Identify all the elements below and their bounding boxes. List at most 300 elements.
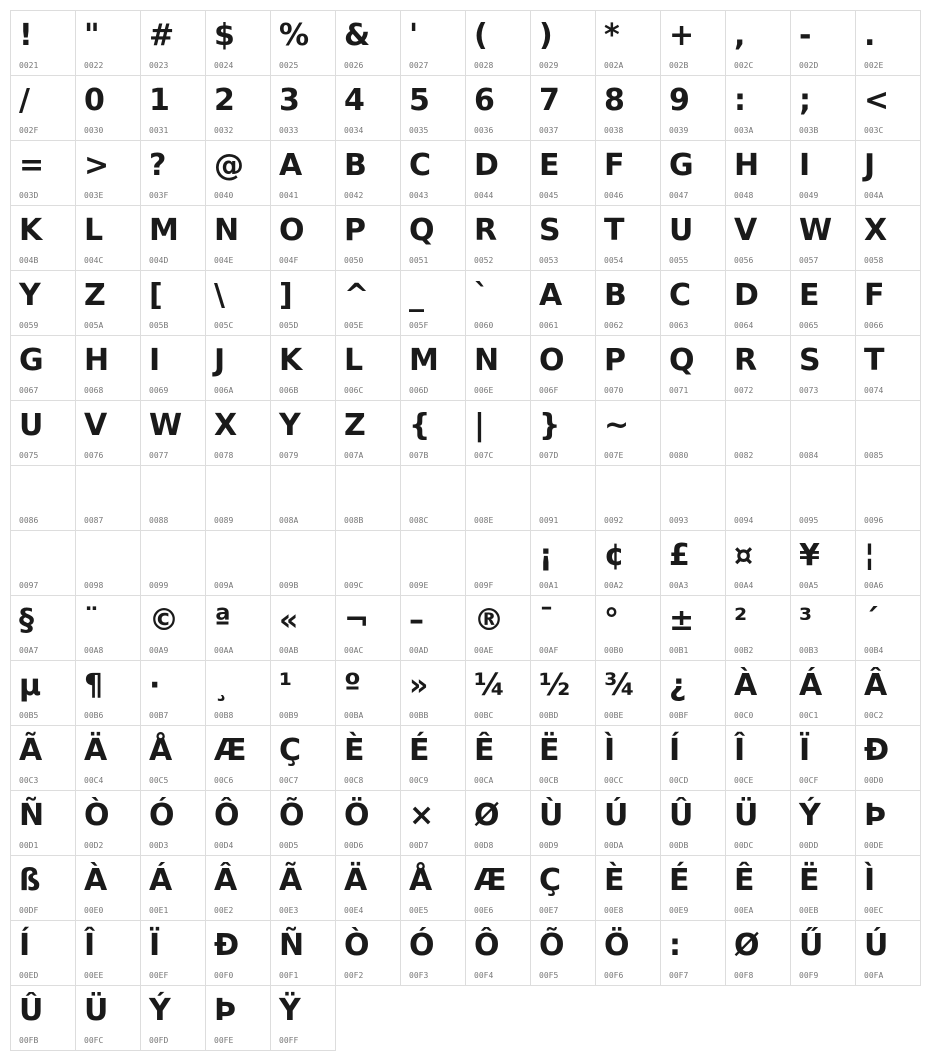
glyph-char: Ð: [214, 928, 240, 963]
glyph-cell: [335, 595, 401, 661]
glyph-cell: [205, 140, 271, 206]
glyph-char: `: [474, 278, 489, 313]
glyph-char: È: [344, 733, 365, 768]
glyph-code: 0026: [344, 61, 364, 70]
glyph-cell: [270, 140, 336, 206]
glyph-char: Ü: [734, 798, 759, 833]
glyph-code: 004D: [149, 256, 169, 265]
glyph-char: V: [84, 408, 108, 443]
glyph-code: 003C: [864, 126, 884, 135]
glyph-cell: [205, 465, 271, 531]
glyph-cell: [270, 660, 336, 726]
glyph-char: ~: [604, 408, 630, 443]
glyph-cell: [855, 400, 921, 466]
glyph-char: N: [214, 213, 240, 248]
glyph-code: 0074: [864, 386, 884, 395]
glyph-code: 00C9: [409, 776, 429, 785]
glyph-cell: [790, 530, 856, 596]
glyph-code: 002C: [734, 61, 754, 70]
glyph-char: Ù: [539, 798, 564, 833]
glyph-code: 00DD: [799, 841, 819, 850]
glyph-cell: [335, 270, 401, 336]
glyph-char: Ñ: [279, 928, 305, 963]
glyph-code: 0027: [409, 61, 429, 70]
glyph-code: 003F: [149, 191, 169, 200]
glyph-char: K: [279, 343, 303, 378]
glyph-code: 0068: [84, 386, 104, 395]
glyph-code: 0060: [474, 321, 494, 330]
glyph-cell: [725, 465, 791, 531]
glyph-cell: [855, 140, 921, 206]
glyph-cell: [335, 530, 401, 596]
glyph-cell: [205, 400, 271, 466]
glyph-char: Ã: [19, 733, 43, 768]
glyph-char: I: [799, 148, 811, 183]
glyph-code: 0087: [84, 516, 104, 525]
glyph-cell: [140, 985, 206, 1051]
glyph-cell: [530, 400, 596, 466]
glyph-char: }: [539, 408, 561, 443]
glyph-cell: [205, 920, 271, 986]
glyph-code: 00C8: [344, 776, 364, 785]
glyph-code: 00D5: [279, 841, 299, 850]
glyph-char: §: [19, 603, 34, 638]
glyph-code: 0023: [149, 61, 169, 70]
glyph-code: 00CD: [669, 776, 689, 785]
glyph-cell: [595, 465, 661, 531]
glyph-code: 00D1: [19, 841, 39, 850]
glyph-cell: [10, 725, 76, 791]
glyph-char: Ò: [344, 928, 370, 963]
glyph-code: 0052: [474, 256, 494, 265]
glyph-char: J: [864, 148, 876, 183]
glyph-char: À: [734, 668, 758, 703]
glyph-cell: [790, 855, 856, 921]
glyph-char: O: [539, 343, 565, 378]
glyph-code: 00F1: [279, 971, 299, 980]
glyph-cell: [270, 75, 336, 141]
glyph-cell: [75, 660, 141, 726]
glyph-char: ´: [864, 603, 879, 638]
glyph-char: I: [149, 343, 161, 378]
glyph-code: 00B2: [734, 646, 754, 655]
glyph-code: 00C7: [279, 776, 299, 785]
glyph-code: 0073: [799, 386, 819, 395]
glyph-char: C: [669, 278, 692, 313]
glyph-cell: [530, 595, 596, 661]
glyph-cell: [660, 920, 726, 986]
glyph-cell: [595, 400, 661, 466]
glyph-cell: [595, 595, 661, 661]
glyph-cell: [270, 595, 336, 661]
glyph-cell: [205, 660, 271, 726]
glyph-char: Ö: [344, 798, 370, 833]
glyph-char: O: [279, 213, 305, 248]
glyph-code: 0065: [799, 321, 819, 330]
glyph-code: 0076: [84, 451, 104, 460]
glyph-cell: [465, 400, 531, 466]
glyph-char: À: [84, 863, 108, 898]
glyph-char: Ì: [864, 863, 876, 898]
glyph-char: G: [19, 343, 44, 378]
glyph-code: 0045: [539, 191, 559, 200]
glyph-cell: [465, 140, 531, 206]
glyph-code: 007A: [344, 451, 364, 460]
glyph-code: 005C: [214, 321, 234, 330]
glyph-code: 009A: [214, 581, 234, 590]
glyph-cell: [660, 75, 726, 141]
glyph-char: Ú: [864, 928, 889, 963]
glyph-code: 004C: [84, 256, 104, 265]
glyph-char: Ý: [149, 993, 171, 1028]
glyph-code: 00D2: [84, 841, 104, 850]
glyph-char: M: [409, 343, 439, 378]
glyph-cell: [400, 400, 466, 466]
glyph-char: D: [734, 278, 759, 313]
glyph-code: 00AD: [409, 646, 429, 655]
glyph-char: S: [799, 343, 821, 378]
glyph-char: T: [864, 343, 885, 378]
glyph-code: 0038: [604, 126, 624, 135]
glyph-char: £: [669, 538, 690, 573]
glyph-code: 008C: [409, 516, 429, 525]
glyph-char: Ã: [279, 863, 303, 898]
glyph-char: F: [864, 278, 885, 313]
glyph-code: 005D: [279, 321, 299, 330]
glyph-char: *: [604, 18, 620, 53]
glyph-code: 002A: [604, 61, 624, 70]
glyph-char: µ: [19, 668, 42, 703]
glyph-char: ¼: [474, 668, 506, 703]
glyph-code: 00A7: [19, 646, 39, 655]
glyph-char: 4: [344, 83, 365, 118]
glyph-code: 00E1: [149, 906, 169, 915]
glyph-code: 00E6: [474, 906, 494, 915]
glyph-cell: [10, 790, 76, 856]
glyph-char: 8: [604, 83, 625, 118]
glyph-cell: [10, 75, 76, 141]
glyph-code: 0036: [474, 126, 494, 135]
glyph-code: 0059: [19, 321, 39, 330]
glyph-cell: [400, 725, 466, 791]
glyph-char: |: [474, 408, 485, 443]
glyph-cell: [205, 985, 271, 1051]
glyph-cell: [140, 595, 206, 661]
glyph-code: 00DA: [604, 841, 624, 850]
glyph-cell: [140, 75, 206, 141]
glyph-code: 0043: [409, 191, 429, 200]
glyph-code: 00CE: [734, 776, 754, 785]
glyph-cell: [335, 465, 401, 531]
glyph-code: 005A: [84, 321, 104, 330]
glyph-code: 0078: [214, 451, 234, 460]
glyph-cell: [660, 140, 726, 206]
glyph-code: 0042: [344, 191, 364, 200]
glyph-char: Ð: [864, 733, 890, 768]
glyph-cell: [75, 10, 141, 76]
glyph-code: 003B: [799, 126, 819, 135]
glyph-code: 006E: [474, 386, 494, 395]
glyph-cell: [335, 920, 401, 986]
glyph-code: 007D: [539, 451, 559, 460]
glyph-code: 0022: [84, 61, 104, 70]
glyph-cell: [790, 595, 856, 661]
glyph-code: 00C4: [84, 776, 104, 785]
glyph-code: 008E: [474, 516, 494, 525]
glyph-cell: [465, 660, 531, 726]
glyph-cell: [140, 660, 206, 726]
glyph-char: ¿: [669, 668, 687, 703]
glyph-cell: [140, 270, 206, 336]
glyph-cell: [335, 335, 401, 401]
glyph-char: =: [19, 148, 45, 183]
glyph-code: 0055: [669, 256, 689, 265]
glyph-code: 0031: [149, 126, 169, 135]
glyph-code: 0033: [279, 126, 299, 135]
glyph-code: 005E: [344, 321, 364, 330]
glyph-char: .: [864, 18, 876, 53]
glyph-cell: [790, 790, 856, 856]
glyph-code: 00D0: [864, 776, 884, 785]
glyph-code: 00AC: [344, 646, 364, 655]
glyph-code: 0089: [214, 516, 234, 525]
glyph-cell: [75, 270, 141, 336]
glyph-char: Ë: [539, 733, 560, 768]
glyph-cell: [140, 790, 206, 856]
glyph-code: 00B6: [84, 711, 104, 720]
glyph-cell: [205, 10, 271, 76]
glyph-char: Ä: [344, 863, 368, 898]
glyph-cell: [530, 465, 596, 531]
glyph-code: 00FC: [84, 1036, 104, 1045]
glyph-code: 0084: [799, 451, 819, 460]
glyph-char: ±: [669, 603, 695, 638]
glyph-cell: [790, 75, 856, 141]
glyph-cell: [205, 335, 271, 401]
glyph-char: Î: [84, 928, 96, 963]
glyph-code: 002E: [864, 61, 884, 70]
glyph-cell: [270, 725, 336, 791]
glyph-char: (: [474, 18, 488, 53]
glyph-cell: [140, 725, 206, 791]
glyph-cell: [205, 725, 271, 791]
glyph-cell: [10, 205, 76, 271]
glyph-cell: [660, 660, 726, 726]
glyph-code: 00E2: [214, 906, 234, 915]
glyph-char: ;: [799, 83, 811, 118]
glyph-char: Å: [149, 733, 173, 768]
glyph-cell: [855, 270, 921, 336]
glyph-code: 0021: [19, 61, 39, 70]
glyph-code: 003E: [84, 191, 104, 200]
glyph-code: 006D: [409, 386, 429, 395]
glyph-cell: [855, 725, 921, 791]
glyph-cell: [855, 855, 921, 921]
glyph-code: 0058: [864, 256, 884, 265]
glyph-char: U: [669, 213, 694, 248]
glyph-char: Q: [669, 343, 695, 378]
glyph-char: L: [84, 213, 104, 248]
glyph-char: P: [604, 343, 626, 378]
glyph-cell: [465, 270, 531, 336]
glyph-char: N: [474, 343, 500, 378]
glyph-char: ]: [279, 278, 293, 313]
glyph-cell: [660, 725, 726, 791]
glyph-char: +: [669, 18, 695, 53]
glyph-code: 0099: [149, 581, 169, 590]
glyph-char: 7: [539, 83, 560, 118]
glyph-char: ½: [539, 668, 571, 703]
glyph-char: >: [84, 148, 110, 183]
glyph-code: 0096: [864, 516, 884, 525]
glyph-code: 00AE: [474, 646, 494, 655]
glyph-code: 0046: [604, 191, 624, 200]
glyph-code: 00F0: [214, 971, 234, 980]
glyph-cell: [400, 790, 466, 856]
glyph-code: 003A: [734, 126, 754, 135]
glyph-char: Â: [864, 668, 888, 703]
glyph-code: 002D: [799, 61, 819, 70]
glyph-code: 00CF: [799, 776, 819, 785]
glyph-cell: [465, 465, 531, 531]
glyph-char: V: [734, 213, 758, 248]
glyph-cell: [855, 790, 921, 856]
glyph-cell: [75, 855, 141, 921]
glyph-code: 00E9: [669, 906, 689, 915]
glyph-code: 00FF: [279, 1036, 299, 1045]
glyph-cell: [75, 75, 141, 141]
glyph-cell: [855, 205, 921, 271]
glyph-cell: [595, 10, 661, 76]
glyph-cell: [10, 660, 76, 726]
glyph-char: ,: [734, 18, 746, 53]
glyph-char: ": [84, 18, 100, 53]
glyph-cell: [10, 985, 76, 1051]
glyph-code: 0098: [84, 581, 104, 590]
glyph-code: 00D6: [344, 841, 364, 850]
glyph-code: 00ED: [19, 971, 39, 980]
glyph-code: 0056: [734, 256, 754, 265]
glyph-cell: [205, 75, 271, 141]
glyph-cell: [400, 75, 466, 141]
glyph-code: 00A5: [799, 581, 819, 590]
glyph-char: ·: [149, 668, 161, 703]
glyph-code: 00EB: [799, 906, 819, 915]
glyph-code: 0088: [149, 516, 169, 525]
glyph-char: ?: [149, 148, 167, 183]
glyph-cell: [465, 790, 531, 856]
glyph-code: 00EE: [84, 971, 104, 980]
glyph-code: 00D9: [539, 841, 559, 850]
glyph-char: ¡: [539, 538, 553, 573]
glyph-char: P: [344, 213, 366, 248]
glyph-cell: [10, 530, 76, 596]
glyph-code: 0039: [669, 126, 689, 135]
glyph-code: 00BA: [344, 711, 364, 720]
glyph-char: Ó: [149, 798, 175, 833]
glyph-cell: [725, 10, 791, 76]
glyph-char: É: [669, 863, 690, 898]
glyph-cell: [270, 530, 336, 596]
glyph-code: 0063: [669, 321, 689, 330]
glyph-cell: [75, 335, 141, 401]
glyph-char: ©: [149, 603, 179, 638]
glyph-cell: [400, 335, 466, 401]
glyph-code: 0030: [84, 126, 104, 135]
glyph-char: 1: [149, 83, 170, 118]
glyph-cell: [10, 400, 76, 466]
glyph-code: 009C: [344, 581, 364, 590]
glyph-char: B: [604, 278, 627, 313]
glyph-cell: [75, 205, 141, 271]
glyph-code: 00A2: [604, 581, 624, 590]
glyph-code: 0057: [799, 256, 819, 265]
glyph-cell: [660, 270, 726, 336]
glyph-code: 0066: [864, 321, 884, 330]
glyph-code: 00BD: [539, 711, 559, 720]
glyph-code: 008A: [279, 516, 299, 525]
glyph-cell: [660, 530, 726, 596]
glyph-char: ¶: [84, 668, 104, 703]
glyph-code: 00B1: [669, 646, 689, 655]
glyph-cell: [725, 75, 791, 141]
glyph-cell: [140, 400, 206, 466]
glyph-char: W: [799, 213, 833, 248]
glyph-code: 0094: [734, 516, 754, 525]
glyph-code: 006A: [214, 386, 234, 395]
glyph-char: ¬: [344, 603, 370, 638]
glyph-code: 00A1: [539, 581, 559, 590]
glyph-code: 009E: [409, 581, 429, 590]
glyph-cell: [530, 205, 596, 271]
glyph-cell: [595, 790, 661, 856]
glyph-char: Ý: [799, 798, 821, 833]
glyph-cell: [10, 920, 76, 986]
glyph-code: 00A6: [864, 581, 884, 590]
glyph-char: U: [19, 408, 44, 443]
glyph-cell: [530, 530, 596, 596]
glyph-cell: [140, 920, 206, 986]
glyph-code: 00DC: [734, 841, 754, 850]
glyph-cell: [530, 75, 596, 141]
glyph-char: 2: [214, 83, 235, 118]
glyph-cell: [270, 335, 336, 401]
glyph-cell: [270, 10, 336, 76]
glyph-char: T: [604, 213, 625, 248]
glyph-cell: [660, 855, 726, 921]
glyph-cell: [530, 140, 596, 206]
glyph-code: 0093: [669, 516, 689, 525]
glyph-code: 00DE: [864, 841, 884, 850]
glyph-char: [: [149, 278, 163, 313]
glyph-char: Ë: [799, 863, 820, 898]
glyph-char: D: [474, 148, 499, 183]
glyph-cell: [10, 855, 76, 921]
glyph-char: Ÿ: [279, 993, 301, 1028]
glyph-cell: [725, 400, 791, 466]
glyph-code: 0082: [734, 451, 754, 460]
glyph-code: 0028: [474, 61, 494, 70]
glyph-char: M: [149, 213, 179, 248]
glyph-code: 006B: [279, 386, 299, 395]
glyph-cell: [725, 205, 791, 271]
glyph-char: ¹: [279, 668, 293, 703]
glyph-cell: [205, 855, 271, 921]
glyph-char: Ç: [539, 863, 562, 898]
glyph-cell: [790, 465, 856, 531]
glyph-cell: [140, 205, 206, 271]
glyph-cell: [530, 855, 596, 921]
